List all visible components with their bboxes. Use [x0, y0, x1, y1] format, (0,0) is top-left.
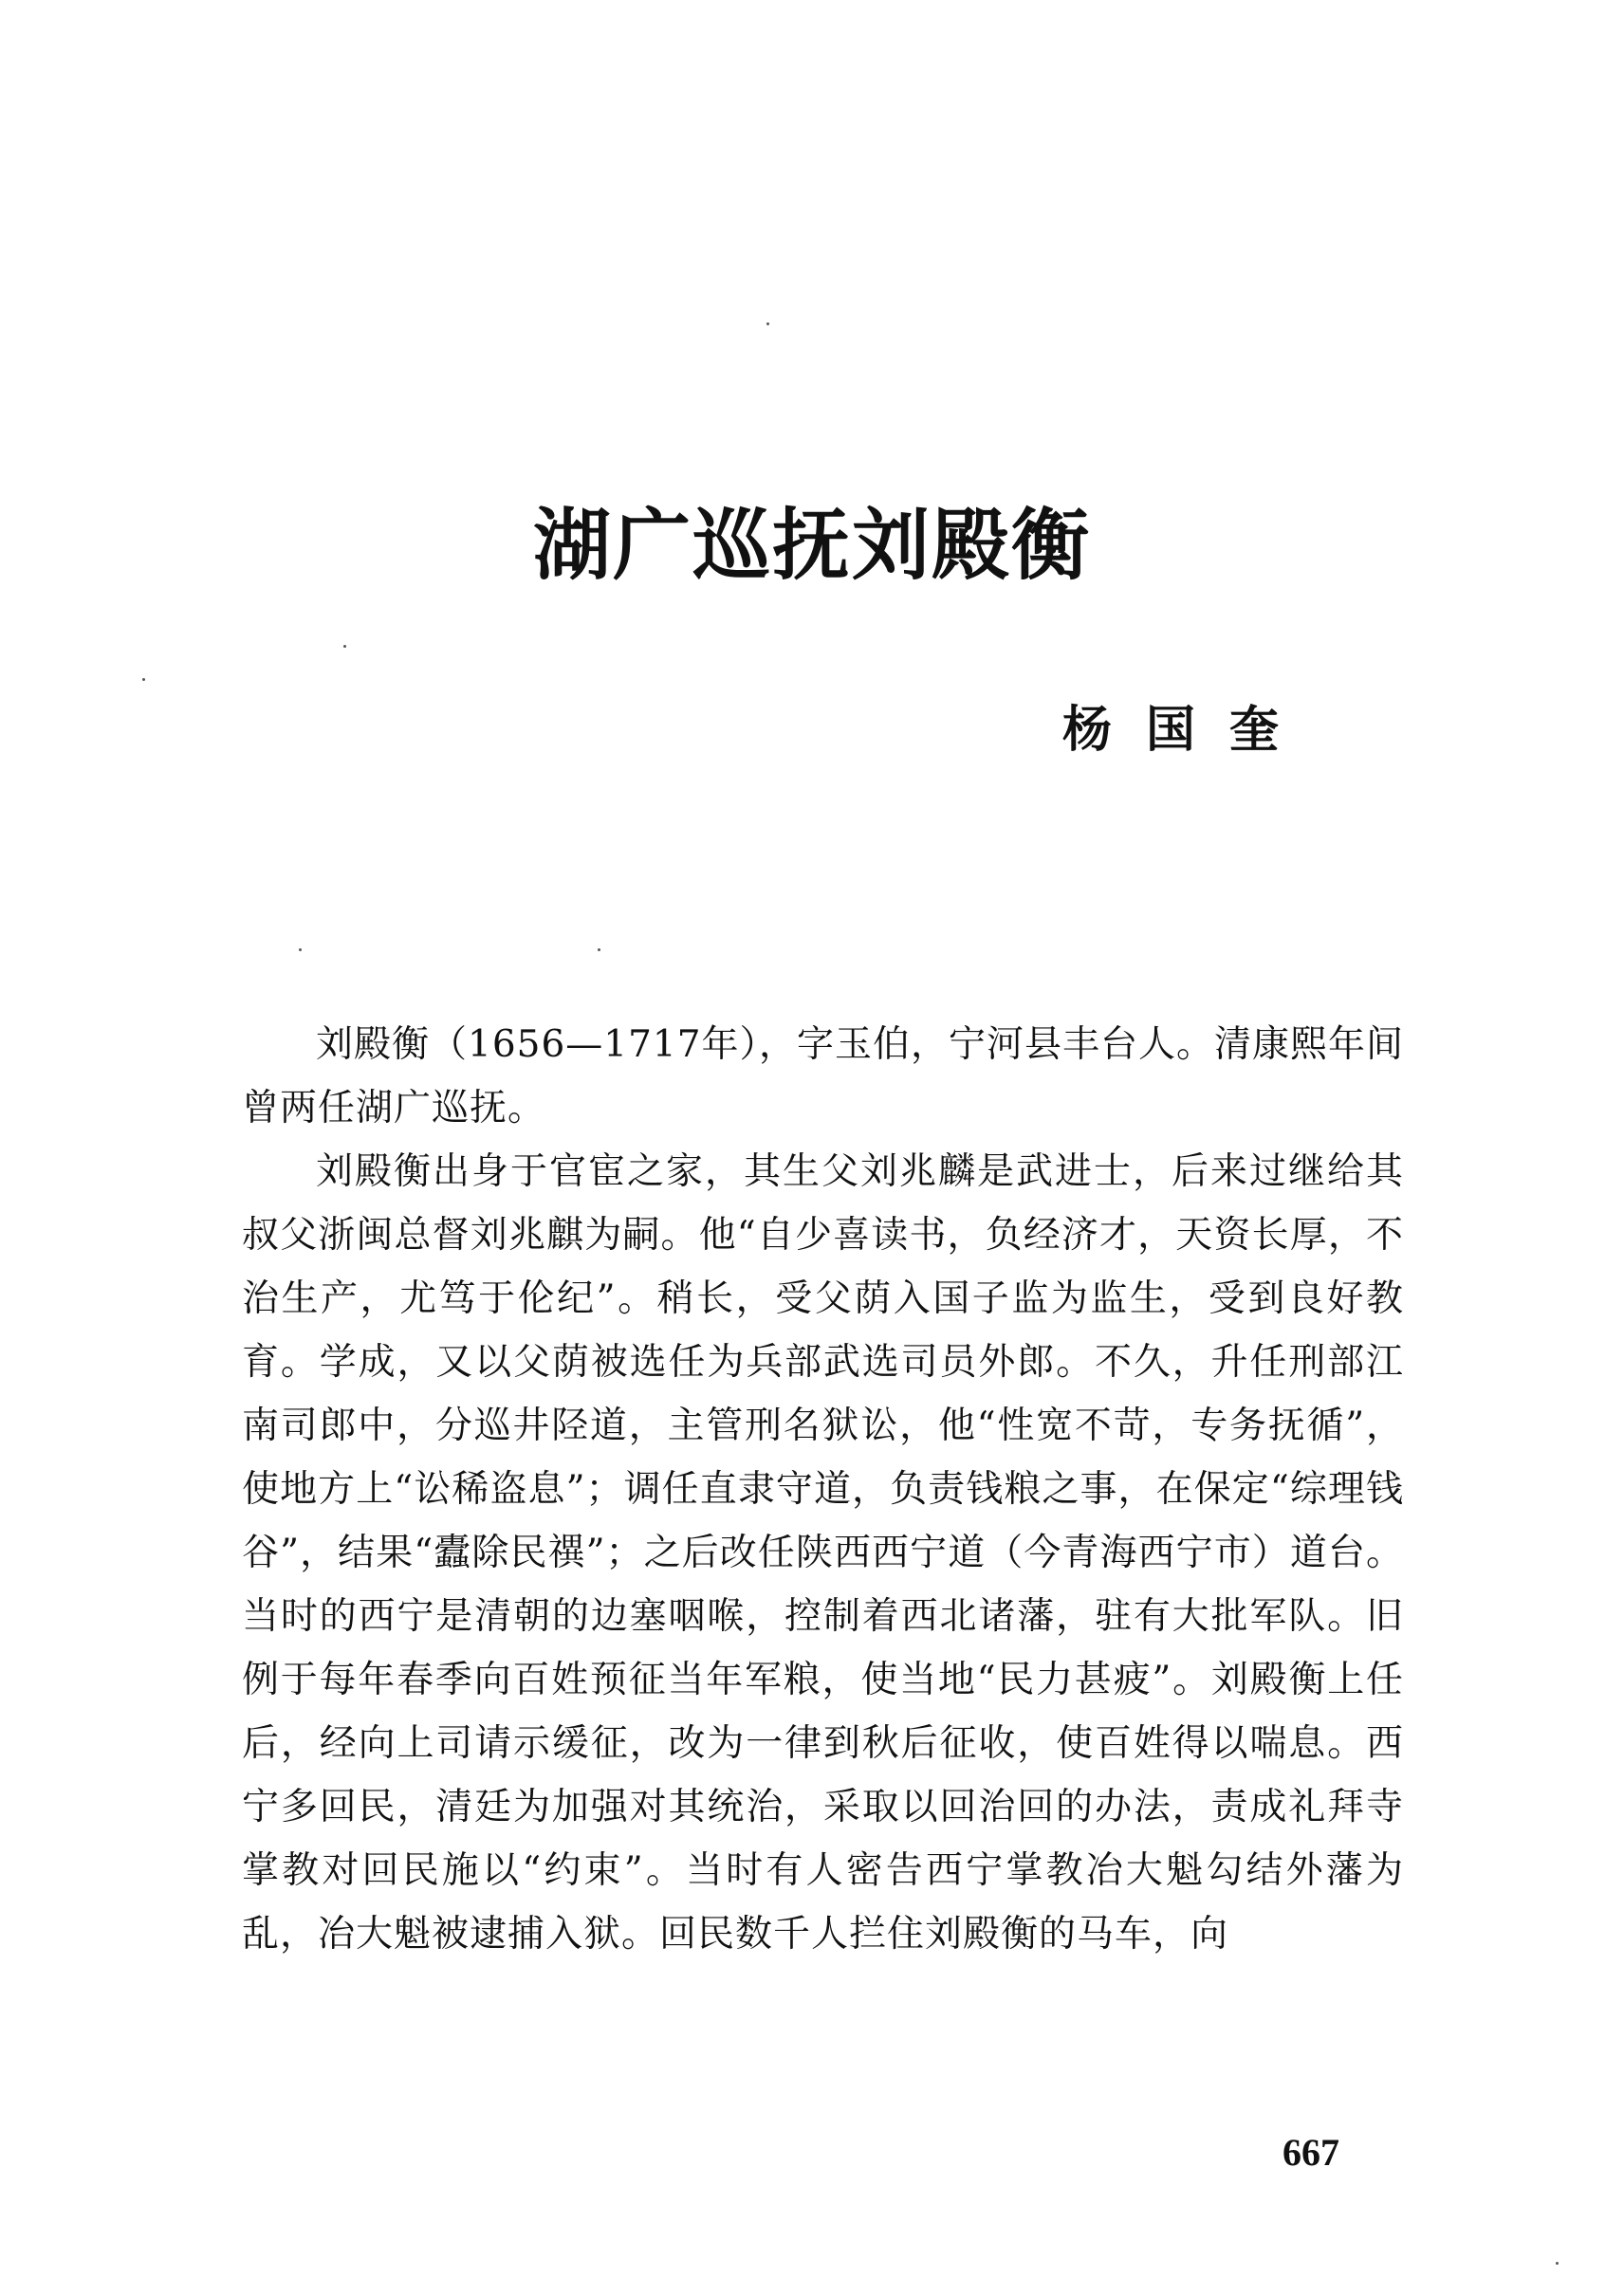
- article-author: 杨国奎: [1062, 701, 1314, 759]
- scan-speck: [299, 948, 302, 951]
- scan-speck: [343, 645, 346, 648]
- article-title: 湖广巡抚刘殿衡: [532, 500, 1091, 591]
- scan-speck: [1556, 2262, 1559, 2265]
- scan-speck: [598, 948, 600, 951]
- paragraph: 刘殿衡（1656—1717年），字玉伯，宁河县丰台人。清康熙年间曾两任湖广巡抚。: [242, 1023, 1405, 1130]
- page-number: 667: [1283, 2131, 1339, 2174]
- scan-speck: [142, 678, 145, 681]
- article-body: [242, 1013, 1404, 1966]
- paragraph: 刘殿衡出身于官宦之家，其生父刘兆麟是武进士，后来过继给其叔父浙闽总督刘兆麒为嗣。他“自少喜读书，负经济才，天资长厚，不治生产，尤笃于伦纪”。稍长，受父荫入国子监为监生，受到良好教育。学成，又以父荫被选任为兵部武选司员外郎。不久，升任刑部江南司郎中，分巡井陉道，主管刑名狱讼，他“性宽不苛，专务抚循”，使地方上“讼稀盗息”；调任直隶守道，负责钱粮之事，在保定“综理钱谷”，结果“蠹除民禩”；之后改任陕西西宁道（今青海西宁市）道台。当时的西宁是清朝的边塞咽喉，控制着西北诸藩，驻有大批军队。旧例于每年春季向百姓预征当年军粮，使当地“民力甚疲”。刘殿衡上任后，经向上司请示缓征，改为一律到秋后征收，使百姓得以喘息。西宁多回民，清廷为加强对其统治，采取以回治回的办法，责成礼拜寺掌教对回民施以“约束”。当时有人密告西宁掌教冶大魁勾结外藩为乱，冶大魁被逮捕入狱。回民数千人拦住刘殿衡的马车，向: [242, 1150, 1404, 1956]
- scan-speck: [766, 322, 769, 325]
